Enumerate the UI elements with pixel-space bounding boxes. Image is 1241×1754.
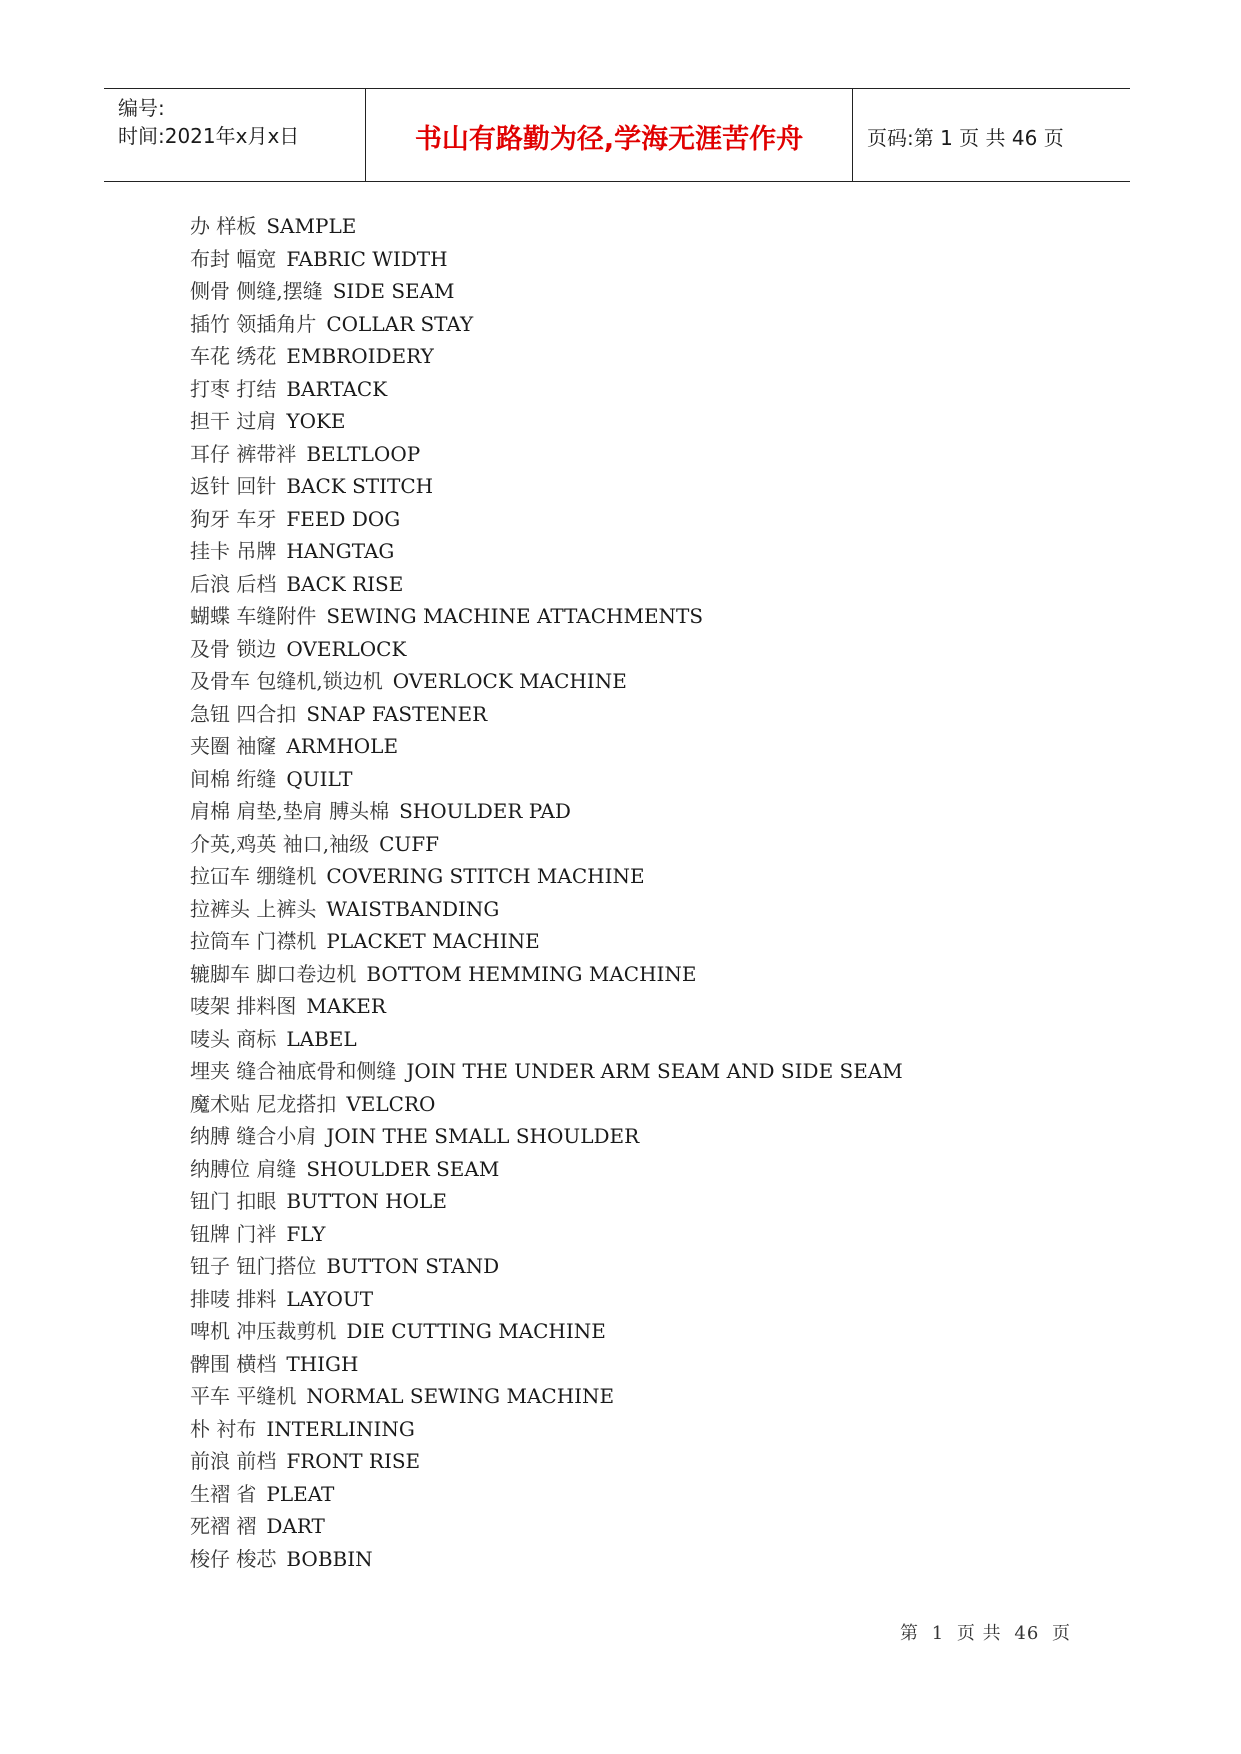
term-english: BUTTON STAND xyxy=(326,1254,500,1278)
term-english: QUILT xyxy=(286,766,353,791)
term-chinese: 髀围 横档 xyxy=(190,1351,277,1376)
term-chinese: 梭仔 梭芯 xyxy=(190,1546,277,1571)
term-english: LAYOUT xyxy=(286,1286,374,1311)
term-chinese: 拉冚车 绷缝机 xyxy=(190,864,317,888)
term-english: LABEL xyxy=(286,1026,357,1051)
term-chinese: 布封 幅宽 xyxy=(190,246,277,271)
term-chinese: 后浪 后档 xyxy=(190,571,277,596)
term-chinese: 狗牙 车牙 xyxy=(190,506,277,531)
glossary-entry xyxy=(190,893,903,926)
term-english: WAISTBANDING xyxy=(326,896,500,921)
glossary-entry xyxy=(190,925,903,958)
glossary-entry xyxy=(190,1380,903,1413)
term-english: SHOULDER SEAM xyxy=(306,1156,500,1181)
term-chinese: 埋夹 缝合袖底骨和侧缝 xyxy=(190,1059,397,1083)
term-english: FLY xyxy=(286,1221,326,1246)
page-header xyxy=(104,88,1130,182)
term-english: JOIN THE SMALL SHOULDER xyxy=(326,1124,640,1148)
term-english: YOKE xyxy=(286,409,346,433)
term-chinese: 蝴蝶 车缝附件 xyxy=(190,604,317,628)
glossary-entry xyxy=(190,860,903,893)
term-chinese: 钮子 钮门搭位 xyxy=(190,1254,317,1278)
term-english: FRONT RISE xyxy=(286,1449,421,1473)
term-english: THIGH xyxy=(286,1351,359,1376)
glossary-entry xyxy=(190,308,903,341)
glossary-entry xyxy=(190,990,903,1023)
term-chinese: 拉裤头 上裤头 xyxy=(190,896,317,921)
term-english: ARMHOLE xyxy=(286,734,399,758)
glossary-entry xyxy=(190,470,903,503)
glossary-entry xyxy=(190,763,903,796)
glossary-entry xyxy=(190,1250,903,1283)
glossary-entry xyxy=(190,698,903,731)
term-english: DART xyxy=(266,1514,325,1538)
term-english: MAKER xyxy=(306,994,386,1018)
glossary-entry xyxy=(190,600,903,633)
glossary-entry xyxy=(190,1413,903,1446)
footer-suffix: 页 xyxy=(1052,1623,1072,1644)
glossary-entry xyxy=(190,828,903,861)
term-chinese: 肩棉 肩垫,垫肩 膊头棉 xyxy=(190,799,390,823)
term-chinese: 啤机 冲压裁剪机 xyxy=(190,1319,337,1343)
footer-prefix: 第 xyxy=(900,1623,919,1644)
term-english: SHOULDER PAD xyxy=(399,799,571,823)
glossary-entry xyxy=(190,340,903,373)
glossary-entry xyxy=(190,1348,903,1381)
term-english: BUTTON HOLE xyxy=(286,1189,447,1213)
term-english: HANGTAG xyxy=(286,539,395,563)
term-chinese: 钮门 扣眼 xyxy=(190,1189,277,1213)
term-chinese: 挂卡 吊牌 xyxy=(190,539,277,563)
glossary-entry xyxy=(190,665,903,698)
term-english: BARTACK xyxy=(286,376,388,401)
glossary-entry xyxy=(190,1445,903,1478)
term-english: OVERLOCK xyxy=(286,636,407,661)
glossary-entry xyxy=(190,633,903,666)
term-chinese: 办 样板 xyxy=(190,214,257,238)
term-chinese: 返针 回针 xyxy=(190,474,277,498)
footer-page-number: 1 xyxy=(931,1623,945,1644)
term-english: INTERLINING xyxy=(266,1416,415,1441)
term-chinese: 魔术贴 尼龙搭扣 xyxy=(190,1091,337,1116)
footer-mid: 页 共 xyxy=(956,1623,1002,1644)
term-chinese: 侧骨 侧缝,摆缝 xyxy=(190,279,323,303)
document-number-label: 编号: xyxy=(118,96,165,120)
term-english: CUFF xyxy=(379,831,439,856)
glossary-entry xyxy=(190,1088,903,1121)
glossary-entry xyxy=(190,1218,903,1251)
term-chinese: 拉筒车 门襟机 xyxy=(190,929,317,953)
term-chinese: 夹圈 袖窿 xyxy=(190,734,277,758)
term-chinese: 平车 平缝机 xyxy=(190,1384,297,1408)
term-english: BOBBIN xyxy=(286,1546,373,1571)
glossary-entry xyxy=(190,210,903,243)
term-chinese: 耳仔 裤带袢 xyxy=(190,441,297,466)
glossary-entry xyxy=(190,1315,903,1348)
term-chinese: 排唛 排料 xyxy=(190,1286,277,1311)
term-english: COVERING STITCH MACHINE xyxy=(326,864,645,888)
term-chinese: 及骨车 包缝机,锁边机 xyxy=(190,669,383,693)
footer-total-pages: 46 xyxy=(1014,1623,1040,1644)
term-chinese: 朴 衬布 xyxy=(190,1416,257,1441)
term-english: BELTLOOP xyxy=(306,441,421,466)
glossary-entry xyxy=(190,1055,903,1088)
glossary-entry xyxy=(190,1185,903,1218)
glossary-entry xyxy=(190,1510,903,1543)
term-english: SIDE SEAM xyxy=(332,279,455,303)
term-english: VELCRO xyxy=(346,1091,436,1116)
term-english: PLACKET MACHINE xyxy=(326,929,540,953)
glossary-entry xyxy=(190,795,903,828)
term-english: PLEAT xyxy=(266,1481,335,1506)
document-date: 时间:2021年x月x日 xyxy=(118,124,300,148)
term-english: FEED DOG xyxy=(286,506,401,531)
term-english: EMBROIDERY xyxy=(286,344,434,368)
term-chinese: 死褶 褶 xyxy=(190,1514,257,1538)
header-motto: 书山有路勤为径,学海无涯苦作舟 xyxy=(414,124,804,155)
glossary-entry xyxy=(190,1478,903,1511)
term-english: JOIN THE UNDER ARM SEAM AND SIDE SEAM xyxy=(406,1059,903,1083)
term-english: BOTTOM HEMMING MACHINE xyxy=(366,961,697,986)
header-page-info: 页码:第 1 页 共 46 页 xyxy=(867,126,1064,150)
term-english: SNAP FASTENER xyxy=(306,701,488,726)
glossary-entry xyxy=(190,373,903,406)
term-english: OVERLOCK MACHINE xyxy=(392,669,627,693)
glossary-entry xyxy=(190,535,903,568)
glossary-entry xyxy=(190,568,903,601)
term-chinese: 纳膊 缝合小肩 xyxy=(190,1124,317,1148)
header-right-cell xyxy=(853,89,1130,181)
header-left-cell xyxy=(104,89,366,181)
term-chinese: 担干 过肩 xyxy=(190,409,277,433)
term-chinese: 插竹 领插角片 xyxy=(190,311,317,336)
term-english: FABRIC WIDTH xyxy=(286,246,448,271)
term-chinese: 唛架 排料图 xyxy=(190,994,297,1018)
term-english: BACK STITCH xyxy=(286,474,434,498)
term-english: SAMPLE xyxy=(266,214,357,238)
glossary-entry xyxy=(190,1283,903,1316)
glossary-entry xyxy=(190,1120,903,1153)
term-chinese: 纳膊位 肩缝 xyxy=(190,1156,297,1181)
glossary-entry xyxy=(190,1023,903,1056)
glossary-list xyxy=(190,210,903,1575)
term-chinese: 及骨 锁边 xyxy=(190,636,277,661)
glossary-entry xyxy=(190,1543,903,1576)
glossary-entry xyxy=(190,503,903,536)
glossary-entry xyxy=(190,275,903,308)
term-english: BACK RISE xyxy=(286,571,404,596)
term-english: COLLAR STAY xyxy=(326,311,474,336)
term-chinese: 打枣 打结 xyxy=(190,376,277,401)
glossary-entry xyxy=(190,438,903,471)
term-english: DIE CUTTING MACHINE xyxy=(346,1319,606,1343)
glossary-entry xyxy=(190,958,903,991)
term-chinese: 生褶 省 xyxy=(190,1481,257,1506)
term-chinese: 车花 绣花 xyxy=(190,344,277,368)
term-chinese: 急钮 四合扣 xyxy=(190,701,297,726)
term-chinese: 间棉 绗缝 xyxy=(190,766,277,791)
term-english: NORMAL SEWING MACHINE xyxy=(306,1384,615,1408)
term-chinese: 介英,鸡英 袖口,袖级 xyxy=(190,831,370,856)
term-chinese: 辘脚车 脚口卷边机 xyxy=(190,961,357,986)
glossary-entry xyxy=(190,730,903,763)
glossary-entry xyxy=(190,1153,903,1186)
header-middle-cell xyxy=(366,89,853,181)
glossary-entry xyxy=(190,243,903,276)
term-chinese: 唛头 商标 xyxy=(190,1026,277,1051)
page-footer xyxy=(900,1619,1077,1645)
glossary-entry xyxy=(190,405,903,438)
term-english: SEWING MACHINE ATTACHMENTS xyxy=(326,604,704,628)
term-chinese: 钮牌 门袢 xyxy=(190,1221,277,1246)
term-chinese: 前浪 前档 xyxy=(190,1449,277,1473)
